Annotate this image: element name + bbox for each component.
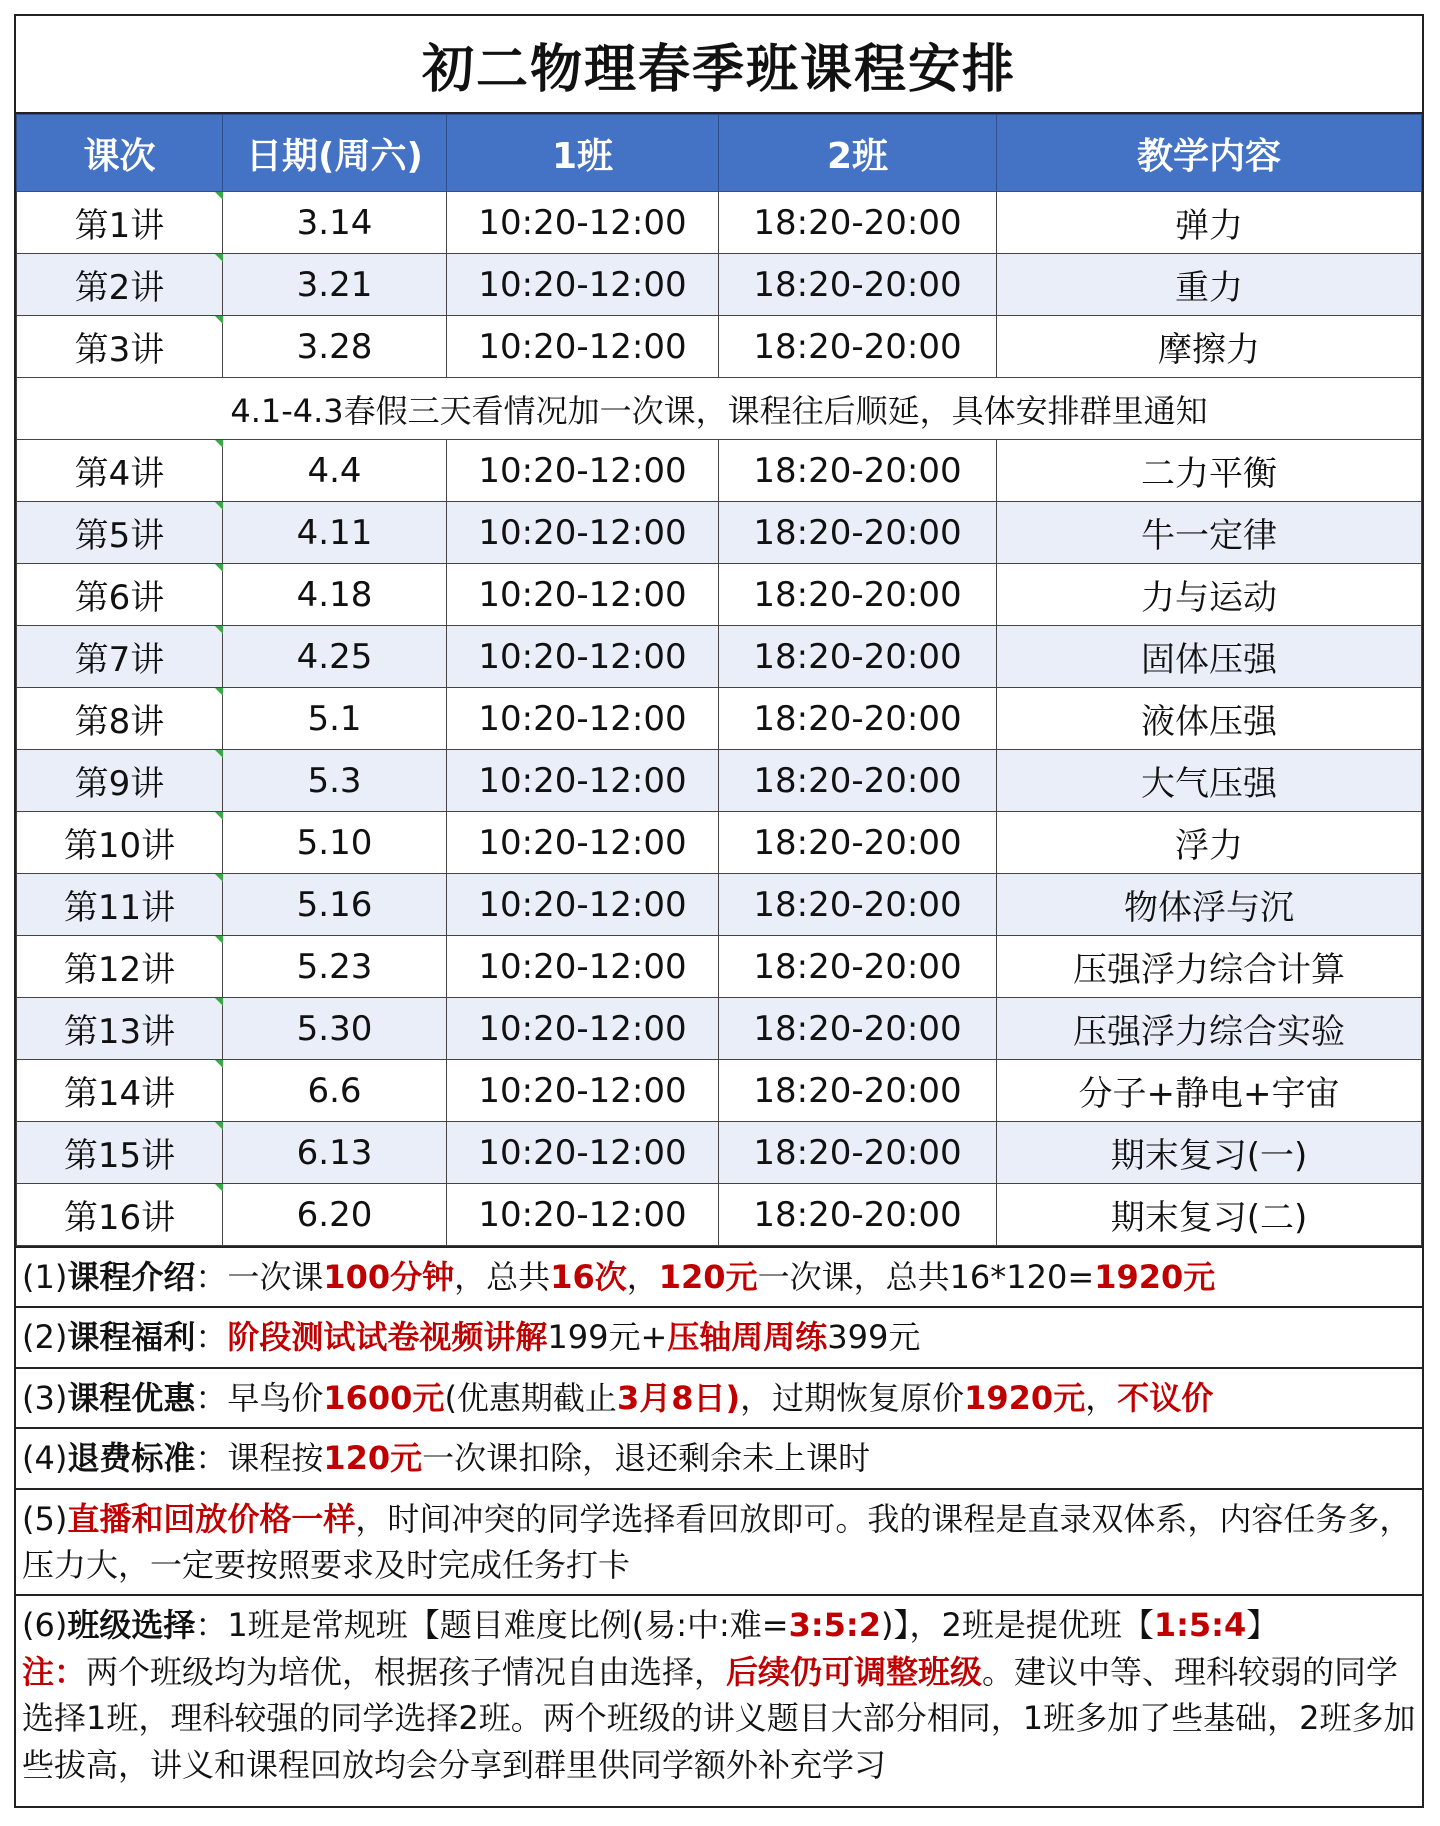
col-header-class1: 1班 xyxy=(447,115,719,192)
note-text-segment: (3) xyxy=(22,1378,68,1417)
notice-row xyxy=(17,378,1422,440)
date-cell: 4.11 xyxy=(223,502,447,564)
table-row xyxy=(17,936,1422,998)
note-text-segment: )】，2班是提优班【 xyxy=(880,1606,1154,1645)
class2-time-cell: 18:20-20:00 xyxy=(719,1184,997,1246)
note-text-segment: 120元 xyxy=(323,1439,423,1478)
lecture-cell: 第1讲 xyxy=(17,192,223,254)
date-cell: 3.28 xyxy=(223,316,447,378)
note-text-segment: 16次 xyxy=(550,1258,627,1296)
note-class-selection xyxy=(16,1594,1422,1794)
class1-time-cell: 10:20-12:00 xyxy=(447,936,719,998)
note-text-segment: 两个班级均为培优，根据孩子情况自由选择， xyxy=(86,1652,727,1691)
content-cell: 液体压强 xyxy=(997,688,1422,750)
class1-time-cell: 10:20-12:00 xyxy=(447,750,719,812)
date-cell: 5.16 xyxy=(223,874,447,936)
class1-time-cell: 10:20-12:00 xyxy=(447,192,719,254)
note-course-benefits xyxy=(16,1306,1422,1366)
note-text-segment: ： xyxy=(195,1318,228,1357)
class2-time-cell: 18:20-20:00 xyxy=(719,812,997,874)
note-text-segment: ：一次课 xyxy=(195,1258,324,1296)
class1-time-cell: 10:20-12:00 xyxy=(447,626,719,688)
class1-time-cell: 10:20-12:00 xyxy=(447,316,719,378)
note-text-segment: ，时间冲突的同学选择看回放即可。我的课程是直录双体系，内容任务多，压力大，一定要按照要求及时完成任务打卡 xyxy=(22,1499,1412,1584)
note-text-segment: 1:5:4 xyxy=(1153,1606,1247,1645)
date-cell: 5.3 xyxy=(223,750,447,812)
note-text-segment: 压轴周周练 xyxy=(667,1318,828,1357)
note-text-segment: 3:5:2 xyxy=(788,1606,881,1645)
table-row xyxy=(17,998,1422,1060)
note-text-segment: 后续仍可调整班级 xyxy=(726,1652,983,1691)
date-cell: 4.25 xyxy=(223,626,447,688)
note-text-segment: (优惠期截止 xyxy=(444,1378,617,1417)
content-cell: 浮力 xyxy=(997,812,1422,874)
content-cell: 弹力 xyxy=(997,192,1422,254)
table-row xyxy=(17,812,1422,874)
class2-time-cell: 18:20-20:00 xyxy=(719,1122,997,1184)
class2-time-cell: 18:20-20:00 xyxy=(719,750,997,812)
content-cell: 物体浮与沉 xyxy=(997,874,1422,936)
note-text-segment: ， xyxy=(1085,1378,1118,1417)
date-cell: 6.6 xyxy=(223,1060,447,1122)
table-row xyxy=(17,316,1422,378)
note-text-segment: (5) xyxy=(22,1499,68,1538)
class1-time-cell: 10:20-12:00 xyxy=(447,564,719,626)
date-cell: 5.30 xyxy=(223,998,447,1060)
class2-time-cell: 18:20-20:00 xyxy=(719,998,997,1060)
table-row xyxy=(17,254,1422,316)
note-course-discount xyxy=(16,1367,1422,1427)
class2-time-cell: 18:20-20:00 xyxy=(719,254,997,316)
note-text-segment: 3月8日) xyxy=(616,1378,741,1417)
content-cell: 力与运动 xyxy=(997,564,1422,626)
col-header-lecture: 课次 xyxy=(17,115,223,192)
table-row xyxy=(17,440,1422,502)
table-row xyxy=(17,192,1422,254)
col-header-date: 日期(周六) xyxy=(223,115,447,192)
note-text-segment: 一次课，总共16*120= xyxy=(757,1258,1095,1296)
note-text-segment: 退费标准 xyxy=(67,1439,196,1478)
note-text-segment: 100分钟 xyxy=(323,1258,455,1296)
lecture-cell: 第12讲 xyxy=(17,936,223,998)
table-row xyxy=(17,1122,1422,1184)
class1-time-cell: 10:20-12:00 xyxy=(447,254,719,316)
notes-section xyxy=(16,1246,1422,1794)
note-refund-policy xyxy=(16,1427,1422,1487)
table-row xyxy=(17,688,1422,750)
notice-body xyxy=(17,378,1422,440)
page-title: 初二物理春季班课程安排 xyxy=(16,16,1422,114)
note-text-segment: ， xyxy=(626,1258,659,1296)
note-text-segment: 直播和回放价格一样 xyxy=(67,1499,356,1538)
note-text-segment: 阶段测试试卷视频讲解 xyxy=(227,1318,548,1357)
table-row xyxy=(17,626,1422,688)
content-cell: 重力 xyxy=(997,254,1422,316)
note-text-segment: 班级选择 xyxy=(67,1606,196,1645)
table-row xyxy=(17,874,1422,936)
content-cell: 大气压强 xyxy=(997,750,1422,812)
date-cell: 3.21 xyxy=(223,254,447,316)
content-cell: 固体压强 xyxy=(997,626,1422,688)
lecture-cell: 第5讲 xyxy=(17,502,223,564)
lecture-cell: 第15讲 xyxy=(17,1122,223,1184)
date-cell: 6.20 xyxy=(223,1184,447,1246)
note-text-segment: 注： xyxy=(22,1652,87,1691)
note-text-segment: (4) xyxy=(22,1439,68,1478)
spring-break-notice: 4.1-4.3春假三天看情况加一次课，课程往后顺延，具体安排群里通知 xyxy=(17,378,1422,440)
note-text-segment: 1920元 xyxy=(964,1378,1086,1417)
schedule-frame xyxy=(14,14,1424,1808)
class2-time-cell: 18:20-20:00 xyxy=(719,316,997,378)
note-text-segment: 课程福利 xyxy=(67,1318,196,1357)
note-text-segment: 399元 xyxy=(827,1318,921,1357)
note-text-segment: 不议价 xyxy=(1117,1378,1214,1417)
lecture-cell: 第3讲 xyxy=(17,316,223,378)
class2-time-cell: 18:20-20:00 xyxy=(719,936,997,998)
note-text-segment: 1920元 xyxy=(1094,1258,1216,1296)
lecture-cell: 第9讲 xyxy=(17,750,223,812)
class1-time-cell: 10:20-12:00 xyxy=(447,502,719,564)
note-text-segment: 120元 xyxy=(658,1258,758,1296)
content-cell: 摩擦力 xyxy=(997,316,1422,378)
schedule-body-b xyxy=(17,440,1422,1246)
class2-time-cell: 18:20-20:00 xyxy=(719,440,997,502)
content-cell: 分子+静电+宇宙 xyxy=(997,1060,1422,1122)
class1-time-cell: 10:20-12:00 xyxy=(447,998,719,1060)
header-row xyxy=(17,115,1422,192)
lecture-cell: 第8讲 xyxy=(17,688,223,750)
schedule-body-a xyxy=(17,192,1422,378)
class1-time-cell: 10:20-12:00 xyxy=(447,1122,719,1184)
note-text-segment: 1600元 xyxy=(323,1378,445,1417)
note-text-segment: ：课程按 xyxy=(195,1439,324,1478)
lecture-cell: 第11讲 xyxy=(17,874,223,936)
schedule-table xyxy=(16,114,1422,1246)
class1-time-cell: 10:20-12:00 xyxy=(447,1184,719,1246)
lecture-cell: 第10讲 xyxy=(17,812,223,874)
date-cell: 4.4 xyxy=(223,440,447,502)
lecture-cell: 第14讲 xyxy=(17,1060,223,1122)
date-cell: 5.1 xyxy=(223,688,447,750)
date-cell: 6.13 xyxy=(223,1122,447,1184)
date-cell: 4.18 xyxy=(223,564,447,626)
class2-time-cell: 18:20-20:00 xyxy=(719,688,997,750)
class2-time-cell: 18:20-20:00 xyxy=(719,564,997,626)
lecture-cell: 第16讲 xyxy=(17,1184,223,1246)
content-cell: 牛一定律 xyxy=(997,502,1422,564)
note-text-segment: 课程优惠 xyxy=(67,1378,196,1417)
class2-time-cell: 18:20-20:00 xyxy=(719,1060,997,1122)
content-cell: 压强浮力综合实验 xyxy=(997,998,1422,1060)
lecture-cell: 第6讲 xyxy=(17,564,223,626)
note-text-segment: ，总共 xyxy=(454,1258,551,1296)
note-text-segment: (6) xyxy=(22,1606,68,1645)
note-live-replay xyxy=(16,1488,1422,1595)
content-cell: 二力平衡 xyxy=(997,440,1422,502)
table-row xyxy=(17,1184,1422,1246)
note-text-segment: ：早鸟价 xyxy=(195,1378,324,1417)
class2-time-cell: 18:20-20:00 xyxy=(719,192,997,254)
note-text-segment: 。建议中等、理科较弱的同学选择1班，理科较强的同学选择2班。两个班级的讲义题目大部分相同，1班多加了些基础，2班多加些拔高，讲义和课程回放均会分享到群里供同学额外补充学习 xyxy=(22,1652,1416,1784)
content-cell: 压强浮力综合计算 xyxy=(997,936,1422,998)
lecture-cell: 第4讲 xyxy=(17,440,223,502)
col-header-content: 教学内容 xyxy=(997,115,1422,192)
note-text-segment: 】 xyxy=(1246,1606,1279,1645)
lecture-cell: 第2讲 xyxy=(17,254,223,316)
lecture-cell: 第13讲 xyxy=(17,998,223,1060)
class1-time-cell: 10:20-12:00 xyxy=(447,440,719,502)
class2-time-cell: 18:20-20:00 xyxy=(719,874,997,936)
note-text-segment: (2) xyxy=(22,1318,68,1357)
date-cell: 5.10 xyxy=(223,812,447,874)
note-text-segment: 课程介绍 xyxy=(67,1258,196,1296)
note-text-segment: ：1班是常规班【题目难度比例(易:中:难= xyxy=(195,1606,789,1645)
class1-time-cell: 10:20-12:00 xyxy=(447,874,719,936)
class1-time-cell: 10:20-12:00 xyxy=(447,812,719,874)
table-row xyxy=(17,502,1422,564)
note-text-segment: 199元+ xyxy=(547,1318,668,1357)
content-cell: 期末复习(二) xyxy=(997,1184,1422,1246)
content-cell: 期末复习(一) xyxy=(997,1122,1422,1184)
lecture-cell: 第7讲 xyxy=(17,626,223,688)
table-row xyxy=(17,1060,1422,1122)
table-row xyxy=(17,750,1422,812)
class1-time-cell: 10:20-12:00 xyxy=(447,688,719,750)
note-text-segment: (1) xyxy=(22,1258,68,1296)
date-cell: 3.14 xyxy=(223,192,447,254)
note-text-segment: 一次课扣除，退还剩余未上课时 xyxy=(422,1439,871,1478)
col-header-class2: 2班 xyxy=(719,115,997,192)
note-course-intro xyxy=(16,1246,1422,1306)
class2-time-cell: 18:20-20:00 xyxy=(719,502,997,564)
note-text-segment: ，过期恢复原价 xyxy=(740,1378,965,1417)
table-row xyxy=(17,564,1422,626)
class1-time-cell: 10:20-12:00 xyxy=(447,1060,719,1122)
date-cell: 5.23 xyxy=(223,936,447,998)
class2-time-cell: 18:20-20:00 xyxy=(719,626,997,688)
